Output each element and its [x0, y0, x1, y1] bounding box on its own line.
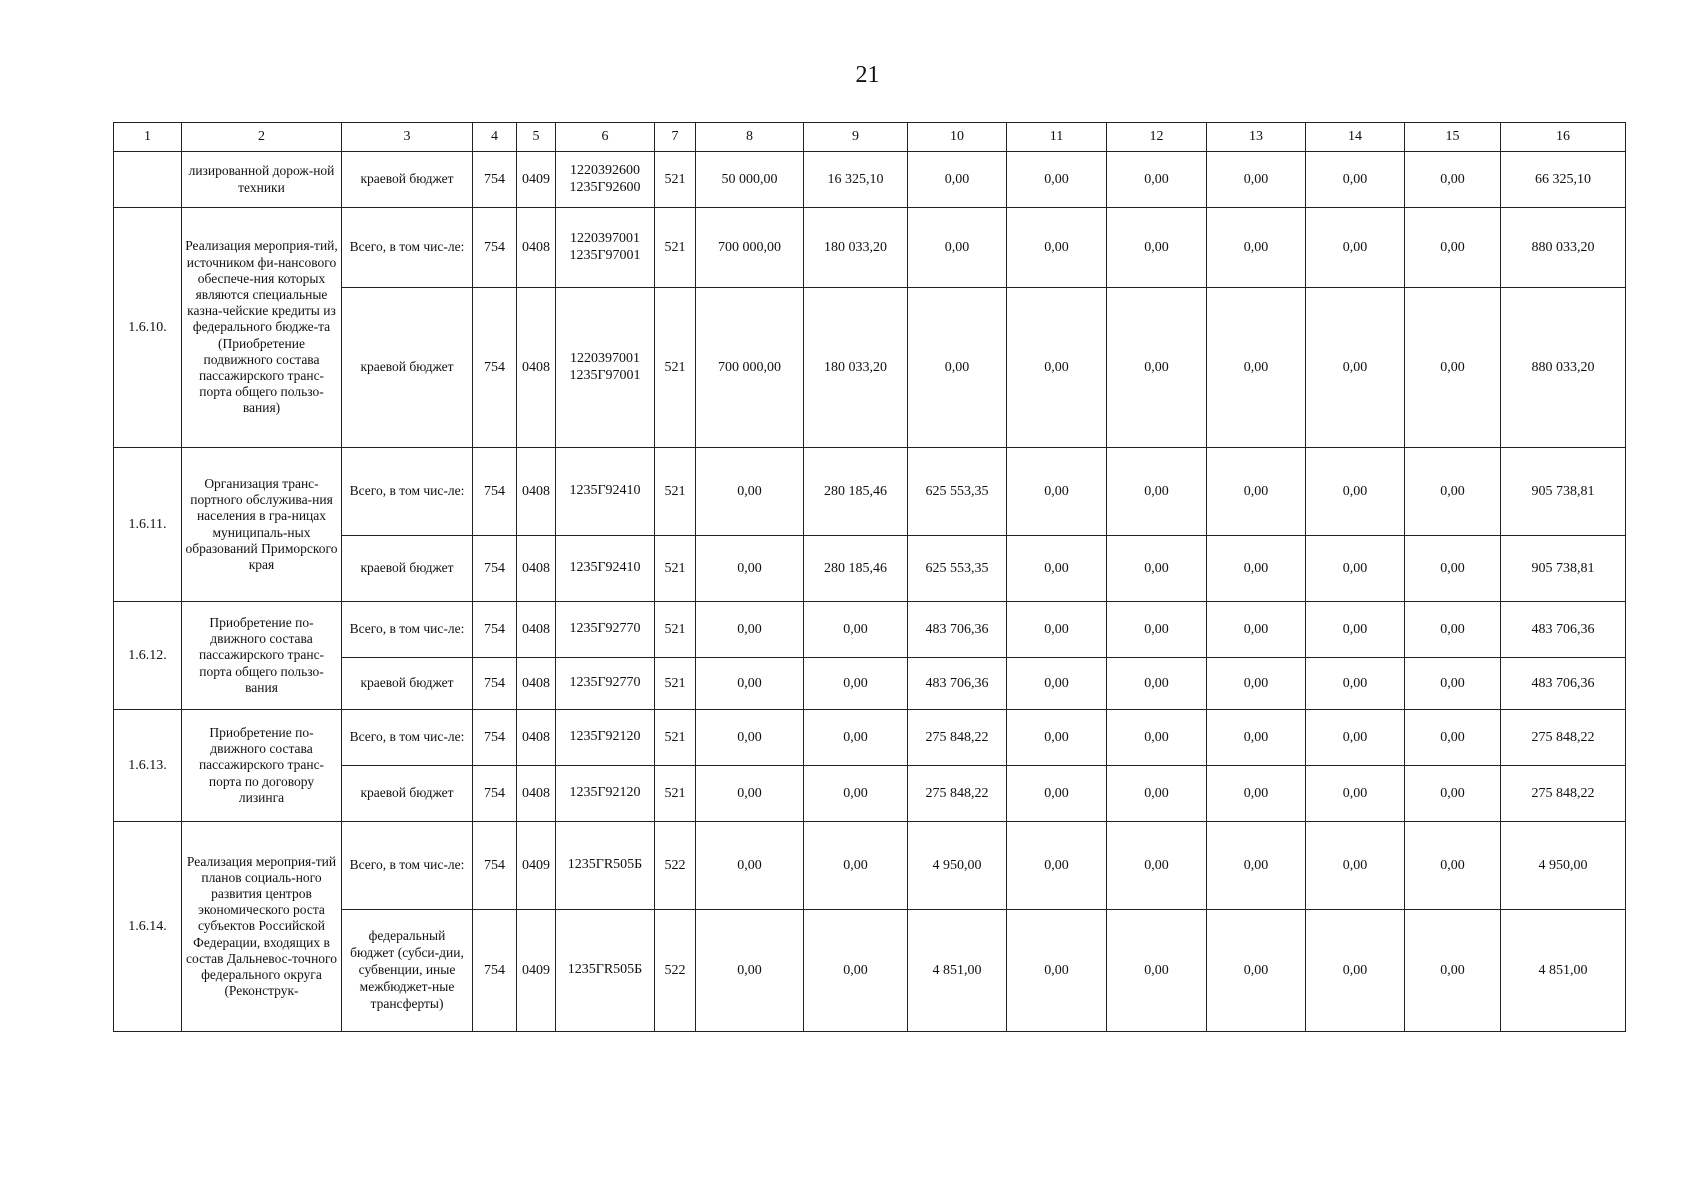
kbk-code-line: 1235Г92770 [569, 621, 641, 637]
value-cell-7: 521 [655, 152, 696, 208]
value-cell-11: 0,00 [1007, 288, 1107, 448]
value-cell-15: 0,00 [1405, 288, 1501, 448]
value-cell-10: 483 706,36 [908, 658, 1007, 710]
value-cell-12: 0,00 [1107, 766, 1207, 822]
value-cell-4: 754 [473, 602, 517, 658]
kbk-code-line: 1235Г92120 [569, 729, 641, 745]
value-cell-11: 0,00 [1007, 766, 1107, 822]
value-cell-4: 754 [473, 710, 517, 766]
value-cell-8: 0,00 [696, 448, 804, 536]
value-cell-11: 0,00 [1007, 710, 1107, 766]
item-name-cell: Реализация мероприя-тий планов социаль-ного развития центров экономического роста субъектов Российской Федерации, входящих в состав Дальневос-точного федерального округа (Реконструк- [182, 822, 342, 1032]
item-name-cell: Приобретение по-движного состава пассажирского транс-порта по договору лизинга [182, 710, 342, 822]
value-cell-7: 521 [655, 766, 696, 822]
value-cell-13: 0,00 [1207, 710, 1306, 766]
value-cell-9: 0,00 [804, 766, 908, 822]
table-row [114, 152, 1626, 208]
value-cell-16: 4 950,00 [1501, 822, 1626, 910]
value-cell-9: 280 185,46 [804, 448, 908, 536]
value-cell-4: 754 [473, 536, 517, 602]
header-cell: 3 [342, 123, 473, 152]
value-cell-5: 0409 [517, 152, 556, 208]
value-cell-8: 700 000,00 [696, 288, 804, 448]
value-cell-8: 0,00 [696, 710, 804, 766]
value-cell-10: 275 848,22 [908, 766, 1007, 822]
value-cell-13: 0,00 [1207, 822, 1306, 910]
value-cell-9: 180 033,20 [804, 208, 908, 288]
value-cell-15: 0,00 [1405, 208, 1501, 288]
kbk-code-line: 1235Г92600 [569, 179, 641, 195]
value-cell-4: 754 [473, 288, 517, 448]
value-cell-9: 0,00 [804, 658, 908, 710]
value-cell-12: 0,00 [1107, 152, 1207, 208]
header-cell: 16 [1501, 123, 1626, 152]
table-body [114, 123, 1626, 1032]
value-cell-15: 0,00 [1405, 822, 1501, 910]
value-cell-11: 0,00 [1007, 602, 1107, 658]
value-cell-8: 0,00 [696, 658, 804, 710]
value-cell-15: 0,00 [1405, 710, 1501, 766]
header-cell: 10 [908, 123, 1007, 152]
page-number: 21 [855, 62, 880, 88]
value-cell-7: 522 [655, 910, 696, 1032]
kbk-code-cell [556, 288, 655, 448]
value-cell-5: 0408 [517, 448, 556, 536]
value-cell-13: 0,00 [1207, 602, 1306, 658]
value-cell-8: 50 000,00 [696, 152, 804, 208]
value-cell-4: 754 [473, 822, 517, 910]
table-row [114, 208, 1626, 288]
value-cell-15: 0,00 [1405, 152, 1501, 208]
header-cell: 12 [1107, 123, 1207, 152]
value-cell-7: 521 [655, 536, 696, 602]
value-cell-12: 0,00 [1107, 208, 1207, 288]
table-row [114, 710, 1626, 766]
kbk-code-line: 1235Г97001 [569, 367, 641, 383]
value-cell-7: 521 [655, 710, 696, 766]
value-cell-13: 0,00 [1207, 152, 1306, 208]
table-row [114, 448, 1626, 536]
value-cell-4: 754 [473, 448, 517, 536]
kbk-code-line: 1235Г92410 [569, 560, 641, 576]
value-cell-16: 483 706,36 [1501, 658, 1626, 710]
funding-source-cell: Всего, в том чис-ле: [342, 710, 473, 766]
item-number-cell: 1.6.13. [114, 710, 182, 822]
value-cell-9: 0,00 [804, 822, 908, 910]
item-name-cell: Приобретение по-движного состава пассажирского транс-порта общего пользо-вания [182, 602, 342, 710]
value-cell-10: 0,00 [908, 152, 1007, 208]
value-cell-4: 754 [473, 766, 517, 822]
header-cell: 8 [696, 123, 804, 152]
value-cell-16: 905 738,81 [1501, 448, 1626, 536]
funding-source-cell: краевой бюджет [342, 288, 473, 448]
header-cell: 4 [473, 123, 517, 152]
kbk-code-cell [556, 766, 655, 822]
value-cell-7: 522 [655, 822, 696, 910]
header-cell: 2 [182, 123, 342, 152]
value-cell-10: 625 553,35 [908, 448, 1007, 536]
value-cell-5: 0408 [517, 208, 556, 288]
kbk-code-cell [556, 658, 655, 710]
value-cell-16: 880 033,20 [1501, 288, 1626, 448]
value-cell-16: 275 848,22 [1501, 766, 1626, 822]
value-cell-12: 0,00 [1107, 710, 1207, 766]
value-cell-7: 521 [655, 288, 696, 448]
kbk-code-cell [556, 208, 655, 288]
header-cell: 6 [556, 123, 655, 152]
item-number-cell: 1.6.14. [114, 822, 182, 1032]
kbk-code-line: 1235Г92770 [569, 675, 641, 691]
value-cell-13: 0,00 [1207, 658, 1306, 710]
value-cell-11: 0,00 [1007, 152, 1107, 208]
value-cell-5: 0408 [517, 536, 556, 602]
value-cell-14: 0,00 [1306, 208, 1405, 288]
value-cell-5: 0409 [517, 910, 556, 1032]
value-cell-14: 0,00 [1306, 766, 1405, 822]
item-name-cell: Реализация мероприя-тий, источником фи-нансового обеспече-ния которых являются специальные казна-чейские кредиты из федерального бюдже-та (Приобретение подвижного состава пассажирского транс-порта общего пользо-вания) [182, 208, 342, 448]
kbk-code-cell [556, 536, 655, 602]
value-cell-12: 0,00 [1107, 822, 1207, 910]
column-number-row [114, 123, 1626, 152]
value-cell-10: 4 950,00 [908, 822, 1007, 910]
funding-source-cell: Всего, в том чис-ле: [342, 208, 473, 288]
value-cell-9: 0,00 [804, 710, 908, 766]
value-cell-4: 754 [473, 152, 517, 208]
value-cell-7: 521 [655, 658, 696, 710]
header-cell: 7 [655, 123, 696, 152]
value-cell-13: 0,00 [1207, 910, 1306, 1032]
item-number-cell: 1.6.12. [114, 602, 182, 710]
funding-source-cell: Всего, в том чис-ле: [342, 602, 473, 658]
value-cell-14: 0,00 [1306, 910, 1405, 1032]
value-cell-7: 521 [655, 602, 696, 658]
value-cell-13: 0,00 [1207, 536, 1306, 602]
value-cell-7: 521 [655, 448, 696, 536]
kbk-code-line: 1220392600 [570, 163, 640, 179]
header-cell: 5 [517, 123, 556, 152]
value-cell-14: 0,00 [1306, 710, 1405, 766]
value-cell-12: 0,00 [1107, 536, 1207, 602]
value-cell-16: 66 325,10 [1501, 152, 1626, 208]
value-cell-10: 625 553,35 [908, 536, 1007, 602]
kbk-code-cell [556, 152, 655, 208]
kbk-code-cell [556, 448, 655, 536]
kbk-code-line: 1235Г92120 [569, 785, 641, 801]
value-cell-13: 0,00 [1207, 766, 1306, 822]
value-cell-16: 880 033,20 [1501, 208, 1626, 288]
value-cell-5: 0408 [517, 602, 556, 658]
value-cell-14: 0,00 [1306, 536, 1405, 602]
kbk-code-cell [556, 822, 655, 910]
item-name-cell: лизированной дорож-ной техники [182, 152, 342, 208]
value-cell-8: 0,00 [696, 536, 804, 602]
value-cell-16: 483 706,36 [1501, 602, 1626, 658]
value-cell-9: 16 325,10 [804, 152, 908, 208]
value-cell-11: 0,00 [1007, 536, 1107, 602]
value-cell-15: 0,00 [1405, 536, 1501, 602]
funding-source-cell: Всего, в том чис-ле: [342, 822, 473, 910]
kbk-code-line: 1220397001 [570, 231, 640, 247]
value-cell-4: 754 [473, 208, 517, 288]
table-row [114, 602, 1626, 658]
kbk-code-line: 1235Г92410 [569, 483, 641, 499]
kbk-code-cell [556, 710, 655, 766]
table-row [114, 822, 1626, 910]
value-cell-16: 905 738,81 [1501, 536, 1626, 602]
funding-source-cell: федеральный бюджет (субси-дии, субвенции, иные межбюджет-ные трансферты) [342, 910, 473, 1032]
value-cell-15: 0,00 [1405, 910, 1501, 1032]
value-cell-8: 700 000,00 [696, 208, 804, 288]
value-cell-8: 0,00 [696, 602, 804, 658]
value-cell-10: 0,00 [908, 208, 1007, 288]
value-cell-10: 4 851,00 [908, 910, 1007, 1032]
funding-source-cell: краевой бюджет [342, 536, 473, 602]
item-name-cell: Организация транс-портного обслужива-ния населения в гра-ницах муниципаль-ных образований Приморского края [182, 448, 342, 602]
value-cell-15: 0,00 [1405, 766, 1501, 822]
value-cell-11: 0,00 [1007, 448, 1107, 536]
value-cell-5: 0408 [517, 658, 556, 710]
value-cell-9: 0,00 [804, 910, 908, 1032]
value-cell-14: 0,00 [1306, 822, 1405, 910]
header-cell: 1 [114, 123, 182, 152]
value-cell-12: 0,00 [1107, 910, 1207, 1032]
value-cell-10: 0,00 [908, 288, 1007, 448]
value-cell-11: 0,00 [1007, 822, 1107, 910]
kbk-code-line: 1235ГR505Б [567, 962, 643, 978]
item-number-cell: 1.6.11. [114, 448, 182, 602]
header-cell: 11 [1007, 123, 1107, 152]
value-cell-10: 483 706,36 [908, 602, 1007, 658]
value-cell-15: 0,00 [1405, 602, 1501, 658]
value-cell-14: 0,00 [1306, 658, 1405, 710]
value-cell-5: 0408 [517, 766, 556, 822]
value-cell-5: 0409 [517, 822, 556, 910]
value-cell-14: 0,00 [1306, 288, 1405, 448]
value-cell-8: 0,00 [696, 766, 804, 822]
value-cell-13: 0,00 [1207, 288, 1306, 448]
value-cell-15: 0,00 [1405, 448, 1501, 536]
value-cell-9: 180 033,20 [804, 288, 908, 448]
kbk-code-line: 1235ГR505Б [567, 857, 643, 873]
value-cell-14: 0,00 [1306, 448, 1405, 536]
value-cell-8: 0,00 [696, 822, 804, 910]
header-cell: 13 [1207, 123, 1306, 152]
value-cell-16: 4 851,00 [1501, 910, 1626, 1032]
value-cell-4: 754 [473, 910, 517, 1032]
value-cell-12: 0,00 [1107, 602, 1207, 658]
item-number-cell: 1.6.10. [114, 208, 182, 448]
kbk-code-cell [556, 910, 655, 1032]
value-cell-4: 754 [473, 658, 517, 710]
kbk-code-line: 1235Г97001 [569, 247, 641, 263]
kbk-code-cell [556, 602, 655, 658]
header-cell: 15 [1405, 123, 1501, 152]
value-cell-8: 0,00 [696, 910, 804, 1032]
value-cell-16: 275 848,22 [1501, 710, 1626, 766]
funding-source-cell: краевой бюджет [342, 152, 473, 208]
value-cell-14: 0,00 [1306, 152, 1405, 208]
value-cell-10: 275 848,22 [908, 710, 1007, 766]
funding-source-cell: краевой бюджет [342, 658, 473, 710]
value-cell-11: 0,00 [1007, 658, 1107, 710]
value-cell-13: 0,00 [1207, 208, 1306, 288]
value-cell-13: 0,00 [1207, 448, 1306, 536]
value-cell-15: 0,00 [1405, 658, 1501, 710]
header-cell: 14 [1306, 123, 1405, 152]
funding-source-cell: Всего, в том чис-ле: [342, 448, 473, 536]
value-cell-12: 0,00 [1107, 658, 1207, 710]
kbk-code-line: 1220397001 [570, 351, 640, 367]
value-cell-14: 0,00 [1306, 602, 1405, 658]
value-cell-5: 0408 [517, 288, 556, 448]
value-cell-5: 0408 [517, 710, 556, 766]
value-cell-9: 280 185,46 [804, 536, 908, 602]
value-cell-11: 0,00 [1007, 910, 1107, 1032]
funding-source-cell: краевой бюджет [342, 766, 473, 822]
value-cell-7: 521 [655, 208, 696, 288]
header-cell: 9 [804, 123, 908, 152]
value-cell-11: 0,00 [1007, 208, 1107, 288]
item-number-cell [114, 152, 182, 208]
value-cell-12: 0,00 [1107, 288, 1207, 448]
value-cell-12: 0,00 [1107, 448, 1207, 536]
value-cell-9: 0,00 [804, 602, 908, 658]
budget-table [113, 122, 1626, 1032]
